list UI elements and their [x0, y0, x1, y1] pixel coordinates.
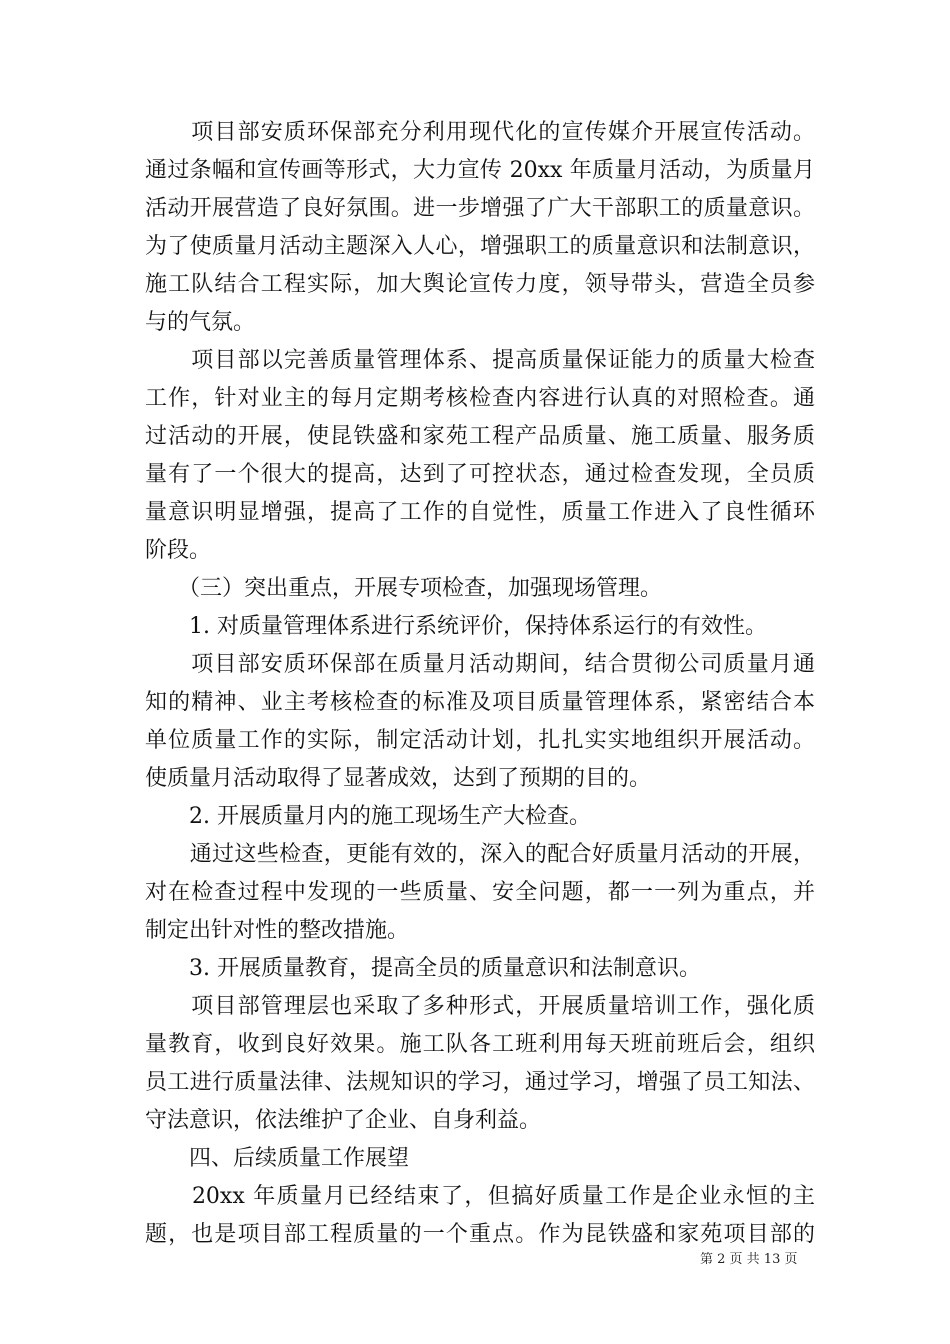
text-line: 活动开展营造了良好氛围。进一步增强了广大干部职工的质量意识。	[145, 196, 815, 221]
text-line: 阶段。	[145, 538, 212, 563]
text-line: 量意识明显增强，提高了工作的自觉性，质量工作进入了良性循环	[145, 500, 815, 525]
text-line: 制定出针对性的整改措施。	[145, 918, 410, 943]
text-line: 题，也是项目部工程质量的一个重点。作为昆铁盛和家苑项目部的	[145, 1222, 815, 1247]
subsection-heading: 3. 开展质量教育，提高全员的质量意识和法制意识。	[145, 956, 701, 981]
text-line: 与的气氛。	[145, 310, 256, 335]
text-line: 项目部安质环保部充分利用现代化的宣传媒介开展宣传活动。	[145, 120, 815, 145]
text-line: 员工进行质量法律、法规知识的学习，通过学习，增强了员工知法、	[145, 1070, 815, 1095]
text-line: 知的精神、业主考核检查的标准及项目质量管理体系，紧密结合本	[145, 690, 815, 715]
text-line: 对在检查过程中发现的一些质量、安全问题，都一一列为重点，并	[145, 880, 815, 905]
text-line: 量有了一个很大的提高，达到了可控状态，通过检查发现，全员质	[145, 462, 815, 487]
text-line: 单位质量工作的实际，制定活动计划，扎扎实实地组织开展活动。	[145, 728, 815, 753]
text-line: 项目部安质环保部在质量月活动期间，结合贯彻公司质量月通	[145, 652, 815, 677]
section-heading: 四、后续质量工作展望	[145, 1146, 410, 1171]
subsection-heading: 2. 开展质量月内的施工现场生产大检查。	[145, 804, 591, 829]
text-line: 守法意识，依法维护了企业、自身利益。	[145, 1108, 542, 1133]
text-line: 项目部以完善质量管理体系、提高质量保证能力的质量大检查	[145, 348, 815, 373]
text-line: 工作，针对业主的每月定期考核检查内容进行认真的对照检查。通	[145, 386, 815, 411]
text-line: 使质量月活动取得了显著成效，达到了预期的目的。	[145, 766, 652, 791]
text-line: 项目部管理层也采取了多种形式，开展质量培训工作，强化质	[145, 994, 815, 1019]
page-number-footer: 第 2 页 共 13 页	[700, 1252, 798, 1267]
text-line: 施工队结合工程实际，加大舆论宣传力度，领导带头，营造全员参	[145, 272, 815, 297]
section-heading: （三）突出重点，开展专项检查，加强现场管理。	[145, 576, 663, 601]
text-line: 为了使质量月活动主题深入人心，增强职工的质量意识和法制意识，	[145, 234, 815, 259]
text-line: 量教育，收到良好效果。施工队各工班利用每天班前班后会，组织	[145, 1032, 815, 1057]
subsection-heading: 1. 对质量管理体系进行系统评价，保持体系运行的有效性。	[145, 614, 767, 639]
text-line: 过活动的开展，使昆铁盛和家苑工程产品质量、施工质量、服务质	[145, 424, 815, 449]
text-line: 通过条幅和宣传画等形式，大力宣传 20xx 年质量月活动，为质量月	[145, 158, 815, 183]
text-line: 20xx 年质量月已经结束了，但搞好质量工作是企业永恒的主	[145, 1184, 815, 1209]
text-line: 通过这些检查，更能有效的，深入的配合好质量月活动的开展，	[145, 842, 815, 867]
